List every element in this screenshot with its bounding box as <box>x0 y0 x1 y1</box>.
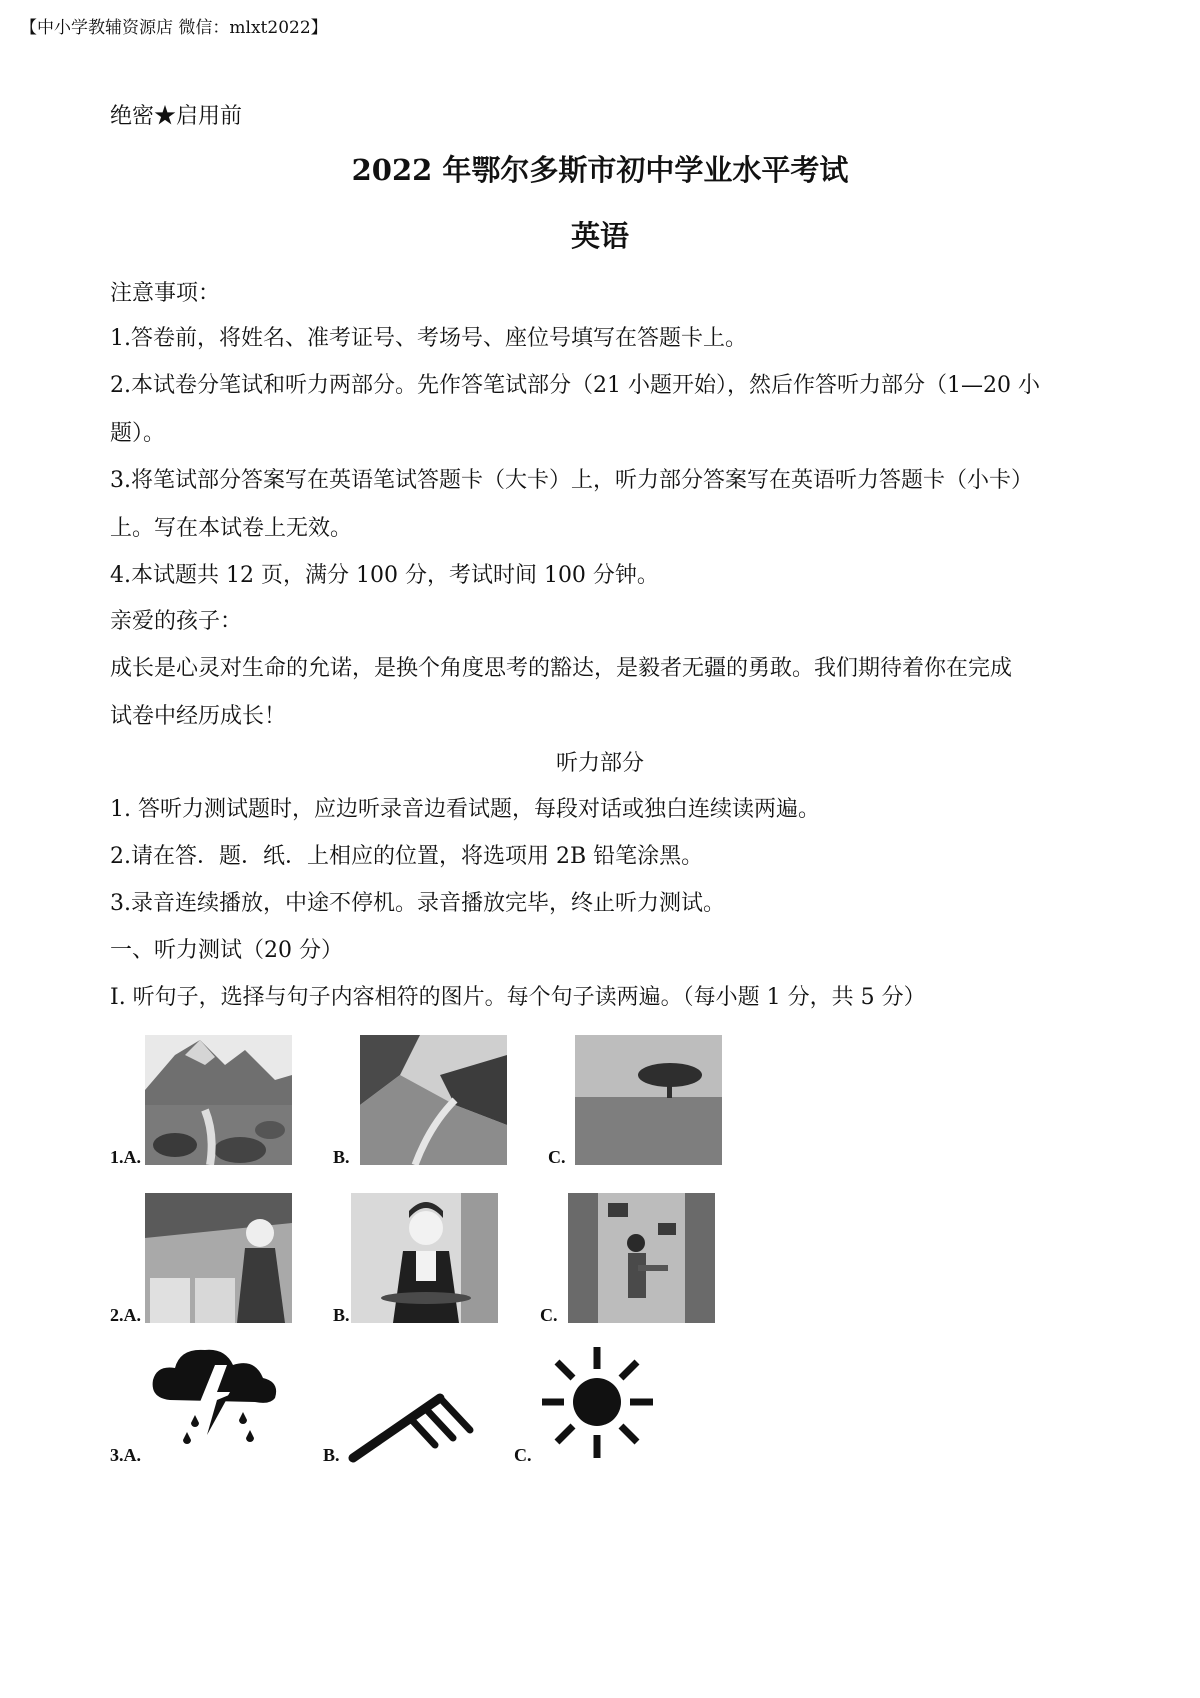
option-label: 1.A. <box>110 1147 141 1167</box>
notice-item: 上。写在本试卷上无效。 <box>110 516 353 541</box>
flight-attendant-photo <box>145 1193 292 1323</box>
option-label: B. <box>333 1147 350 1167</box>
savanna-tree-photo <box>575 1035 722 1165</box>
option-label: B. <box>333 1305 350 1325</box>
notice-item: 2.本试卷分笔试和听力两部分。先作答笔试部分（21 小题开始），然后作答听力部分（1—20 小 <box>110 373 1040 398</box>
storm-cloud-icon <box>145 1340 285 1460</box>
option-label: C. <box>540 1305 558 1325</box>
waitress-photo <box>351 1193 498 1323</box>
part-instruction: I. 听句子，选择与句子内容相符的图片。每个句子读两遍。（每小题 1 分，共 5 分） <box>110 985 926 1010</box>
option-label: 2.A. <box>110 1305 141 1325</box>
exam-title: 2022 年鄂尔多斯市初中学业水平考试 <box>351 153 849 187</box>
notice-item: 1.答卷前，将姓名、准考证号、考场号、座位号填写在答题卡上。 <box>110 326 747 351</box>
wind-icon <box>345 1380 475 1465</box>
sun-icon <box>540 1345 655 1460</box>
letter-greeting: 亲爱的孩子： <box>110 609 243 634</box>
listening-rule: 1. 答听力测试题时，应边听录音边看试题，每段对话或独白连续读两遍。 <box>110 797 820 822</box>
letter-line: 试卷中经历成长！ <box>110 704 287 729</box>
listening-rule: 2.请在答．题．纸．上相应的位置，将选项用 2B 铅笔涂黑。 <box>110 844 704 869</box>
subject-title: 英语 <box>570 219 629 253</box>
secret-mark: 绝密★启用前 <box>110 104 243 129</box>
astronaut-space-station-photo <box>568 1193 715 1323</box>
option-label: B. <box>323 1445 340 1465</box>
mountain-stream-photo <box>145 1035 292 1165</box>
notice-item: 3.将笔试部分答案写在英语笔试答题卡（大卡）上，听力部分答案写在英语听力答题卡（小卡） <box>110 468 1033 493</box>
option-label: 3.A. <box>110 1445 141 1465</box>
listening-rule: 3.录音连续播放，中途不停机。录音播放完毕，终止听力测试。 <box>110 891 725 916</box>
option-label: C. <box>514 1445 532 1465</box>
notice-heading: 注意事项： <box>110 281 221 306</box>
listening-heading: 听力部分 <box>555 751 644 776</box>
hillside-path-photo <box>360 1035 507 1165</box>
option-label: C. <box>548 1147 566 1167</box>
notice-item: 4.本试题共 12 页，满分 100 分，考试时间 100 分钟。 <box>110 563 659 588</box>
section-title: 一、听力测试（20 分） <box>110 938 343 963</box>
header-note: 【中小学教辅资源店 微信：mlxt2022】 <box>20 18 328 38</box>
letter-line: 成长是心灵对生命的允诺，是换个角度思考的豁达，是毅者无疆的勇敢。我们期待着你在完成 <box>110 656 1013 681</box>
notice-item: 题）。 <box>110 421 166 446</box>
